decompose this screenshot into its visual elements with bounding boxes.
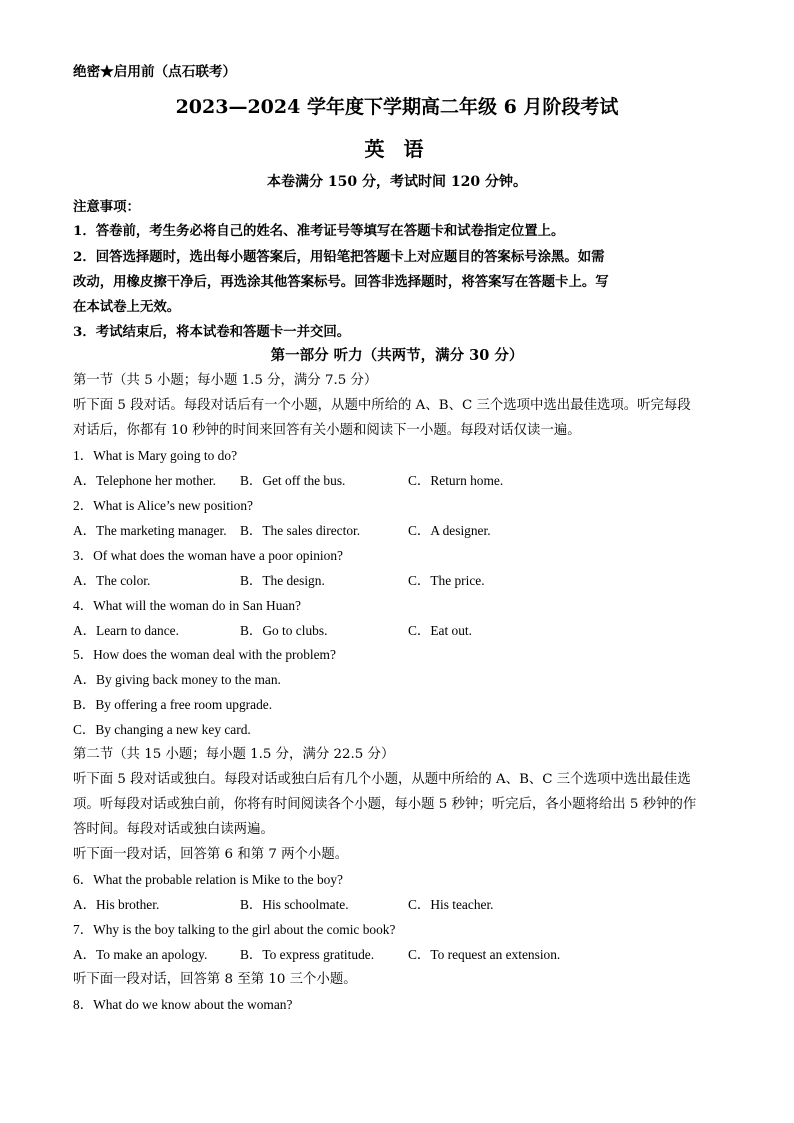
part1-title: 第一部分 听力（共两节，满分 30 分） — [270, 347, 524, 364]
option-c: C．A designer. — [408, 523, 491, 538]
section2-instruction: 听下面 5 段对话或独白。每段对话或独白后有几个小题，从题中所给的 A、B、C 三个选项中选出最佳选 — [73, 772, 691, 787]
section1-title: 第一节（共 5 小题；每小题 1.5 分，满分 7.5 分） — [73, 373, 378, 388]
section1-instruction: 听下面 5 段对话。每段对话后有一个小题，从题中所给的 A、B、C 三个选项中选出最佳选项。听完每段 — [73, 398, 691, 413]
question-6: 6．What the probable relation is Mike to the boy? — [73, 872, 343, 887]
question-8: 8．What do we know about the woman? — [73, 997, 293, 1012]
group-instruction: 听下面一段对话，回答第 6 和第 7 两个小题。 — [73, 847, 349, 862]
note-line: 3．考试结束后，将本试卷和答题卡一并交回。 — [73, 324, 351, 340]
score-time: 本卷满分 150 分，考试时间 120 分钟。 — [267, 174, 527, 190]
option-b: B．Go to clubs. — [240, 623, 328, 638]
option-b: B．To express gratitude. — [240, 947, 375, 962]
notes-heading: 注意事项： — [73, 199, 140, 215]
section1-instruction: 对话后，你都有 10 秒钟的时间来回答有关小题和阅读下一小题。每段对话仅读一遍。 — [73, 423, 581, 438]
section2-instruction: 答时间。每段对话或独白读两遍。 — [73, 822, 274, 837]
question-4: 4．What will the woman do in San Huan? — [73, 598, 301, 613]
option-b: B．The design. — [240, 573, 325, 588]
options-row-7 — [73, 945, 560, 965]
options-row-6 — [73, 895, 494, 915]
section2-instruction: 项。听每段对话或独白前，你将有时间阅读各个小题，每小题 5 秒钟；听完后，各小题将给出 5 秒钟的作 — [73, 797, 697, 812]
question-3: 3．Of what does the woman have a poor opinion? — [73, 548, 343, 563]
options-row-2 — [73, 521, 491, 541]
options-row-1 — [73, 471, 503, 491]
question-7: 7．Why is the boy talking to the girl about the comic book? — [73, 922, 396, 937]
option-b: B．Get off the bus. — [240, 473, 346, 488]
option-c: C．Return home. — [408, 473, 504, 488]
option-a: A．The color. — [73, 573, 151, 588]
secret-mark: 绝密★启用前（点石联考） — [73, 64, 237, 80]
note-line: 1．答卷前，考生务必将自己的姓名、准考证号等填写在答题卡和试卷指定位置上。 — [73, 223, 565, 239]
option-c: C．His teacher. — [408, 897, 494, 912]
exam-title: 2023—2024 学年度下学期高二年级 6 月阶段考试 — [175, 96, 619, 118]
option-c: C．Eat out. — [408, 623, 472, 638]
note-line: 在本试卷上无效。 — [73, 299, 181, 315]
option-a: A．The marketing manager. — [73, 523, 227, 538]
section2-title: 第二节（共 15 小题；每小题 1.5 分，满分 22.5 分） — [73, 747, 395, 762]
options-row-4 — [73, 621, 472, 641]
option-c: C．To request an extension. — [408, 947, 561, 962]
option-a: A．His brother. — [73, 897, 160, 912]
option-b: B．The sales director. — [240, 523, 361, 538]
option-a: A．Learn to dance. — [73, 623, 179, 638]
question-1: 1．What is Mary going to do? — [73, 448, 238, 463]
option-c: C．The price. — [408, 573, 485, 588]
group-instruction: 听下面一段对话，回答第 8 至第 10 三个小题。 — [73, 972, 357, 987]
option-c: C．By changing a new key card. — [73, 722, 251, 737]
option-b: B．His schoolmate. — [240, 897, 349, 912]
note-line: 2．回答选择题时，选出每小题答案后，用铅笔把答题卡上对应题目的答案标号涂黑。如需 — [73, 249, 605, 265]
options-row-3 — [73, 571, 485, 591]
option-a: A．Telephone her mother. — [73, 473, 216, 488]
option-b: B．By offering a free room upgrade. — [73, 697, 273, 712]
option-a: A．By giving back money to the man. — [73, 672, 281, 687]
question-5: 5．How does the woman deal with the problem? — [73, 647, 336, 662]
option-a: A．To make an apology. — [73, 947, 208, 962]
question-2: 2．What is Alice’s new position? — [73, 498, 254, 513]
subject-title: 英 语 — [364, 137, 430, 161]
note-line: 改动，用橡皮擦干净后，再选涂其他答案标号。回答非选择题时，将答案写在答题卡上。写 — [73, 274, 609, 290]
